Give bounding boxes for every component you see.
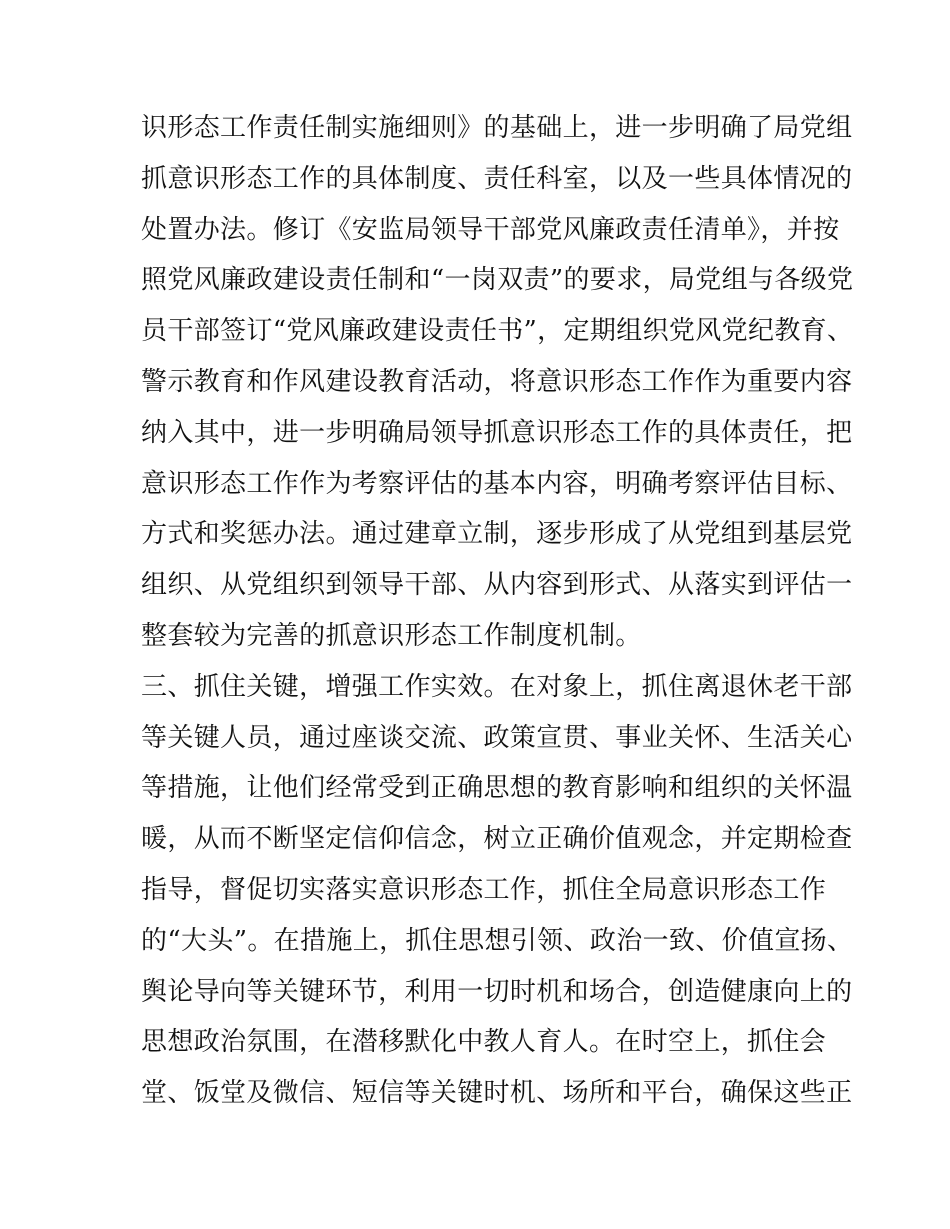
- text-line: 识形态工作责任制实施细则》的基础上，进一步明确了局党组: [141, 113, 853, 143]
- text-line: 处置办法。修订《安监局领导干部党风廉政责任清单》，并按: [141, 214, 840, 245]
- text-line: 整套较为完善的抓意识形态工作制度机制。: [141, 620, 642, 651]
- text-line: 等措施，让他们经常受到正确思想的教育影响和组织的关怀温: [141, 773, 853, 804]
- text-line: 堂、饭堂及微信、短信等关键时机、场所和平台，确保这些正: [141, 1078, 853, 1109]
- text-line: 纳入其中，进一步明确局领导抓意识形态工作的具体责任，把: [141, 417, 853, 448]
- text-line: 意识形态工作作为考察评估的基本内容，明确考察评估目标、: [141, 468, 853, 499]
- text-line: 等关键人员，通过座谈交流、政策宣贯、事业关怀、生活关心: [141, 722, 853, 753]
- text-line: 三、抓住关键，增强工作实效。在对象上，抓住离退休老干部: [141, 671, 853, 702]
- text-line: 警示教育和作风建设教育活动，将意识形态工作作为重要内容: [141, 366, 853, 397]
- text-line: 组织、从党组织到领导干部、从内容到形式、从落实到评估一: [141, 570, 853, 601]
- text-line: 抓意识形态工作的具体制度、责任科室，以及一些具体情况的: [141, 163, 853, 194]
- text-line: 舆论导向等关键环节，利用一切时机和场合，创造健康向上的: [141, 976, 853, 1007]
- text-line: 暖，从而不断坚定信仰信念，树立正确价值观念，并定期检查: [141, 824, 853, 855]
- text-line: 方式和奖惩办法。通过建章立制，逐步形成了从党组到基层党: [141, 519, 853, 550]
- text-line: 的“大头”。在措施上，抓住思想引领、政治一致、价值宣扬、: [141, 925, 854, 956]
- text-line: 指导，督促切实落实意识形态工作，抓住全局意识形态工作: [141, 874, 827, 905]
- text-line: 照党风廉政建设责任制和“一岗双责”的要求，局党组与各级党: [141, 265, 854, 296]
- text-line: 员干部签订“党风廉政建设责任书”，定期组织党风党纪教育、: [141, 316, 854, 347]
- body-text: [141, 103, 854, 1119]
- text-line: 思想政治氛围，在潜移默化中教人育人。在时空上，抓住会: [141, 1027, 827, 1058]
